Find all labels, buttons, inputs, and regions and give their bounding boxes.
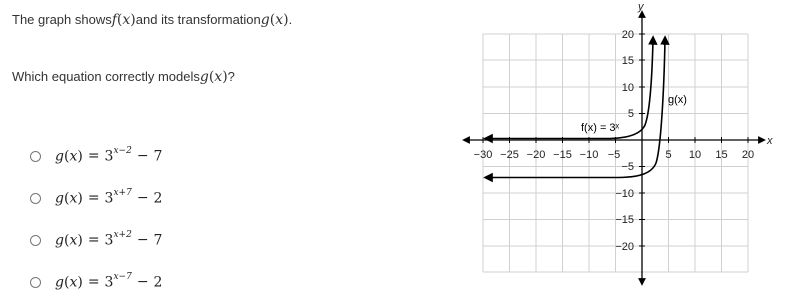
y-tick-labels: [615, 29, 634, 253]
prompt-f-notation: f(x): [111, 12, 136, 28]
choice-equation: $g(x) = 3^{x+7} - 2$: [55, 187, 163, 207]
y-tick-label: 15: [621, 55, 634, 67]
ask-prefix: Which equation correctly models: [12, 69, 200, 84]
choice-equation: $g(x) = 3^{x-7} - 2$: [55, 271, 163, 291]
g-function-label: g(x): [668, 94, 687, 106]
answer-choice-3[interactable]: [30, 230, 162, 250]
prompt-suffix: .: [288, 12, 293, 27]
prompt-mid: and its transformation: [135, 12, 261, 27]
x-tick-label: −15: [553, 149, 572, 161]
x-tick-label: −25: [500, 149, 519, 161]
choice-equation: $g(x) = 3^{x+2} - 7$: [55, 229, 163, 249]
x-tick-label: 15: [715, 149, 728, 161]
y-tick-label: −10: [615, 188, 634, 200]
f-function-label: f(x) = 3ˣ: [581, 122, 620, 134]
y-tick-label: 5: [627, 108, 634, 120]
x-tick-label: −10: [579, 149, 599, 161]
answer-choice-4[interactable]: [30, 272, 162, 292]
x-axis-label: x: [767, 135, 773, 147]
question-ask: [12, 69, 235, 85]
y-axis-label: y: [638, 1, 644, 13]
y-tick-label: 10: [621, 82, 634, 94]
x-tick-labels: [474, 149, 754, 161]
radio-button[interactable]: [30, 193, 41, 204]
y-tick-label: −5: [621, 161, 634, 173]
prompt-g-notation: g(x): [260, 12, 289, 28]
x-tick-label: 20: [741, 149, 755, 161]
x-tick-label: −20: [526, 149, 546, 161]
x-tick-label: −5: [607, 149, 621, 161]
prompt-prefix: The graph shows: [12, 12, 112, 27]
radio-button[interactable]: [30, 277, 41, 288]
answer-choice-1[interactable]: [30, 146, 162, 166]
coordinate-graph: [440, 0, 800, 300]
y-tick-label: 20: [621, 29, 634, 41]
answer-choice-2[interactable]: [30, 188, 162, 208]
x-tick-label: 5: [665, 149, 672, 161]
y-tick-label: −20: [615, 241, 634, 253]
radio-button[interactable]: [30, 235, 41, 246]
y-tick-label: −15: [615, 214, 634, 226]
choice-equation: $g(x) = 3^{x-2} - 7$: [55, 145, 163, 165]
ask-suffix: ?: [227, 69, 235, 84]
question-prompt: [12, 12, 292, 28]
ask-g-notation: g(x): [199, 69, 228, 85]
x-tick-label: 10: [688, 149, 702, 161]
x-tick-label: −30: [473, 149, 493, 161]
radio-button[interactable]: [30, 151, 41, 162]
